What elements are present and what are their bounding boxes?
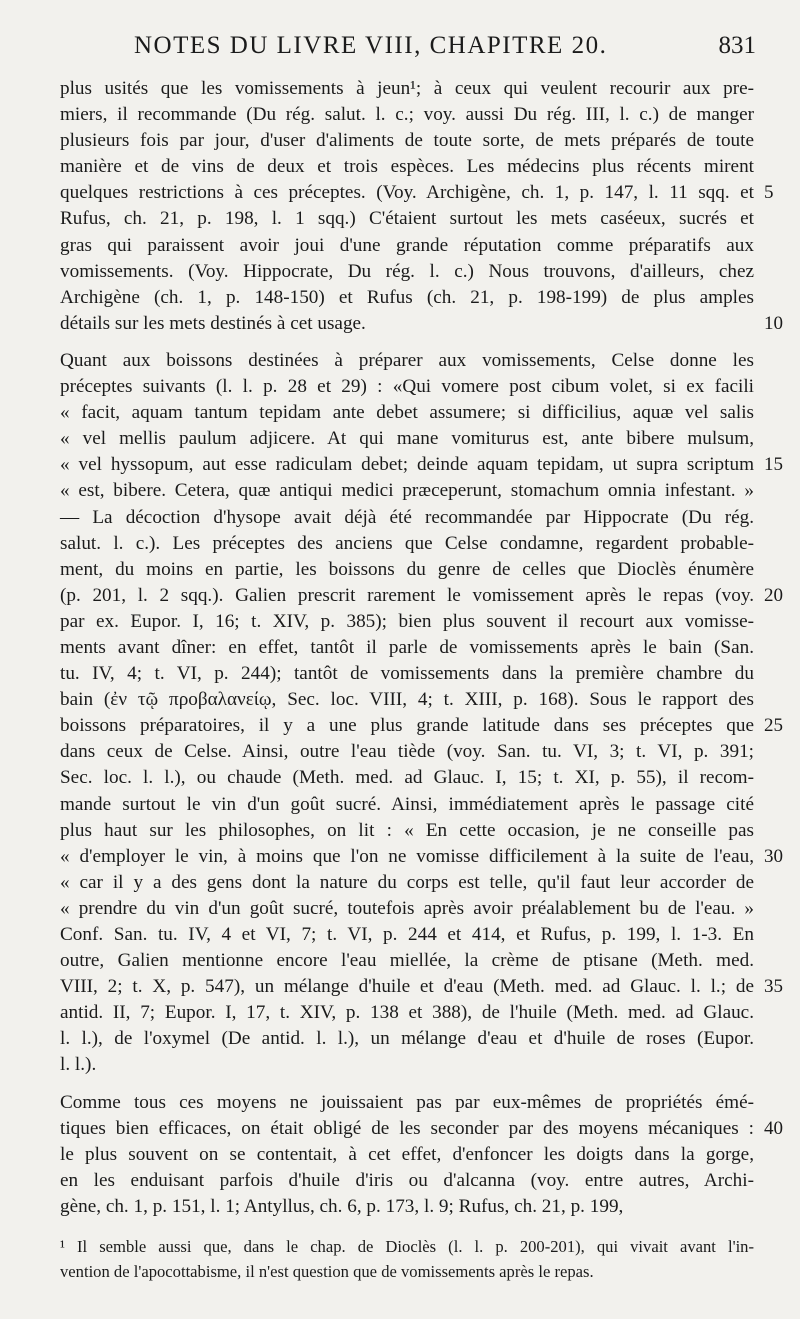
text-line — [60, 311, 783, 337]
margin-line-number: 5 — [764, 182, 774, 204]
text-line — [60, 374, 754, 400]
text-line-content: — La décoction d'hysope avait déjà été recommandée par Hippocrate (Du rég. — [60, 506, 754, 528]
text-line — [60, 531, 754, 557]
text-line-content: dans ceux de Celse. Ainsi, outre l'eau tiède (voy. San. tu. VI, 3; t. VI, p. 391; — [60, 741, 754, 763]
text-line — [60, 739, 754, 765]
paragraph-gap — [60, 337, 754, 348]
text-line — [60, 870, 754, 896]
text-line — [60, 922, 754, 948]
text-line-content: Archigène (ch. 1, p. 148-150) et Rufus (ch. 21, p. 198-199) de plus amples — [60, 286, 754, 308]
text-line-content: plus usités que les vomissements à jeun¹; à ceux qui veulent recourir aux pre- — [60, 78, 754, 99]
text-line — [60, 792, 754, 818]
paragraph-gap — [60, 1079, 754, 1090]
text-line — [60, 426, 754, 452]
text-line — [60, 1052, 754, 1078]
text-line — [60, 1116, 783, 1142]
margin-line-number: 10 — [764, 312, 783, 334]
text-line — [60, 713, 783, 739]
text-line-content: manière et de vins de deux et trois espèces. Les médecins plus récents mirent — [60, 156, 754, 178]
text-line — [60, 896, 754, 922]
text-line-content: « vel mellis paulum adjicere. At qui mane vomiturus est, ante bibere mulsum, — [60, 428, 754, 450]
text-line — [60, 974, 783, 1000]
text-line — [60, 1090, 754, 1116]
margin-line-number: 40 — [764, 1117, 783, 1139]
text-line-content: Conf. San. tu. IV, 4 et VI, 7; t. VI, p. 244 et 414, et Rufus, p. 199, l. 1-3. En — [60, 924, 754, 945]
text-line — [60, 505, 754, 531]
text-line — [60, 583, 783, 609]
text-line-content: détails sur les mets destinés à cet usage. — [60, 312, 366, 334]
text-line-content: plusieurs fois par jour, d'user d'aliments de toute sorte, de mets préparés de toute — [60, 130, 754, 152]
text-line-content: Rufus, ch. 21, p. 198, l. 1 sqq.) C'étaient surtout les mets caséeux, sucrés et — [60, 208, 754, 230]
text-line — [60, 102, 754, 128]
text-line-content: quelques restrictions à ces préceptes. (Voy. Archigène, ch. 1, p. 147, l. 11 sqq. et — [60, 182, 754, 204]
text-line — [60, 1026, 754, 1052]
text-line — [60, 1194, 754, 1220]
text-line — [60, 557, 754, 583]
text-line — [60, 452, 783, 478]
text-line-content: par ex. Eupor. I, 16; t. XIV, p. 385); bien plus souvent il recourt aux vomisse- — [60, 610, 754, 632]
text-line-content: Sec. loc. l. l.), ou chaude (Meth. med. ad Glauc. I, 15; t. XI, p. 55), il recom- — [60, 767, 754, 789]
text-line-content: VIII, 2; t. X, p. 547), un mélange d'huile et d'eau (Meth. med. ad Glauc. l. l.; de — [60, 976, 754, 998]
text-line — [60, 765, 754, 791]
text-line — [60, 76, 754, 102]
page-number: 831 — [718, 32, 756, 59]
text-line — [60, 687, 754, 713]
margin-line-number: 35 — [764, 976, 783, 998]
text-line — [60, 233, 754, 259]
margin-line-number: 30 — [764, 845, 783, 867]
text-line-content: bain (ἐν τῷ προβαλανείῳ, Sec. loc. VIII, 4; t. XIII, p. 168). Sous le rapport des — [60, 689, 754, 711]
margin-line-number: 15 — [764, 454, 783, 476]
text-line-content: mande surtout le vin d'un goût sucré. Ainsi, immédiatement après le passage cité — [60, 793, 754, 815]
text-line — [60, 180, 774, 206]
text-line-content: l. l.). — [60, 1054, 97, 1076]
text-line — [60, 635, 754, 661]
text-line-content: le plus souvent on se contentait, à cet effet, d'enfoncer les doigts dans la gorge, — [60, 1143, 754, 1165]
text-line — [60, 285, 754, 311]
text-line — [60, 609, 754, 635]
text-line — [60, 478, 754, 504]
text-line — [60, 948, 754, 974]
text-line — [60, 259, 754, 285]
text-line-content: en les enduisant parfois d'huile d'iris ou d'alcanna (voy. entre autres, Archi- — [60, 1169, 754, 1191]
text-line — [60, 818, 754, 844]
page-header — [0, 30, 800, 66]
margin-line-number: 20 — [764, 584, 783, 606]
text-line — [60, 348, 754, 374]
margin-line-number: 25 — [764, 715, 783, 737]
text-line-content: « prendre du vin d'un goût sucré, toutefois après avoir préalablement bu de l'eau. » — [60, 897, 754, 919]
text-line-content: ment, du moins en partie, les boissons du genre de celles que Dioclès énumère — [60, 558, 754, 580]
text-line — [60, 128, 754, 154]
text-line-content: « vel hyssopum, aut esse radiculam debet; deinde aquam tepidam, ut supra scriptum — [60, 454, 754, 476]
text-line-content: gène, ch. 1, p. 151, l. 1; Antyllus, ch. 6, p. 173, l. 9; Rufus, ch. 21, p. 199, — [60, 1195, 624, 1217]
text-line-content: Comme tous ces moyens ne jouissaient pas par eux-mêmes de propriétés émé- — [60, 1091, 754, 1113]
text-line — [60, 206, 754, 232]
footnote-line: vention de l'apocottabisme, il n'est question que de vomissements après le repas. — [60, 1262, 594, 1281]
text-line-content: « facit, aquam tantum tepidam ante debet assumere; si difficilius, aquæ vel salis — [60, 402, 754, 424]
main-text — [60, 76, 783, 1220]
text-line-content: ments avant dîner: en effet, tantôt il parle de vomissements après le bain (San. — [60, 636, 754, 658]
text-line — [60, 1142, 754, 1168]
text-line-content: salut. l. c.). Les préceptes des anciens que Celse condamne, regardent probable- — [60, 532, 754, 554]
text-line-content: « est, bibere. Cetera, quæ antiqui medici præceperunt, stomachum omnia infestant. » — [60, 480, 754, 502]
text-line-content: vomissements. (Voy. Hippocrate, Du rég. l. c.) Nous trouvons, d'ailleurs, chez — [60, 260, 754, 282]
text-line — [60, 844, 783, 870]
text-line-content: « d'employer le vin, à moins que l'on ne vomisse difficilement à la suite de l'eau, — [60, 845, 754, 867]
text-line — [60, 661, 754, 687]
text-line-content: boissons préparatoires, il y a une plus grande latitude dans ses préceptes que — [60, 715, 754, 737]
text-line-content: (p. 201, l. 2 sqq.). Galien prescrit rarement le vomissement après le repas (voy. — [60, 584, 754, 606]
running-title: NOTES DU LIVRE VIII, CHAPITRE 20. — [134, 32, 608, 59]
text-line-content: plus haut sur les philosophes, on lit : « En cette occasion, je ne conseille pas — [60, 819, 754, 841]
text-line-content: Quant aux boissons destinées à préparer aux vomissements, Celse donne les — [60, 349, 754, 371]
text-line — [60, 154, 754, 180]
text-line — [60, 1168, 754, 1194]
text-line-content: antid. II, 7; Eupor. I, 17, t. XIV, p. 138 et 388), de l'huile (Meth. med. ad Glauc. — [60, 1002, 754, 1024]
text-line — [60, 1000, 754, 1026]
text-line-content: « car il y a des gens dont la nature du corps est telle, qu'il faut leur accorder de — [60, 871, 754, 893]
text-line-content: miers, il recommande (Du rég. salut. l. c.; voy. aussi Du rég. III, l. c.) de manger — [60, 104, 754, 126]
text-line-content: l. l.), de l'oxymel (De antid. l. l.), un mélange d'eau et d'huile de roses (Eupor. — [60, 1028, 754, 1050]
footnotes — [60, 1234, 754, 1284]
text-line-content: tu. IV, 4; t. VI, p. 244); tantôt de vomissements dans la première chambre du — [60, 663, 754, 685]
text-line-content: gras qui paraissent avoir joui d'une grande réputation comme préparatifs aux — [60, 234, 754, 256]
text-line-content: tiques bien efficaces, on était obligé de les seconder par des moyens mécaniques : — [60, 1117, 754, 1139]
footnote-line: ¹ Il semble aussi que, dans le chap. de Dioclès (l. l. p. 200-201), qui vivait avant l'in- — [60, 1237, 754, 1256]
text-line — [60, 400, 754, 426]
text-line-content: préceptes suivants (l. l. p. 28 et 29) : «Qui vomere post cibum volet, si ex facili — [60, 376, 754, 398]
text-line-content: outre, Galien mentionne encore l'eau miellée, la crème de ptisane (Meth. med. — [60, 950, 754, 972]
